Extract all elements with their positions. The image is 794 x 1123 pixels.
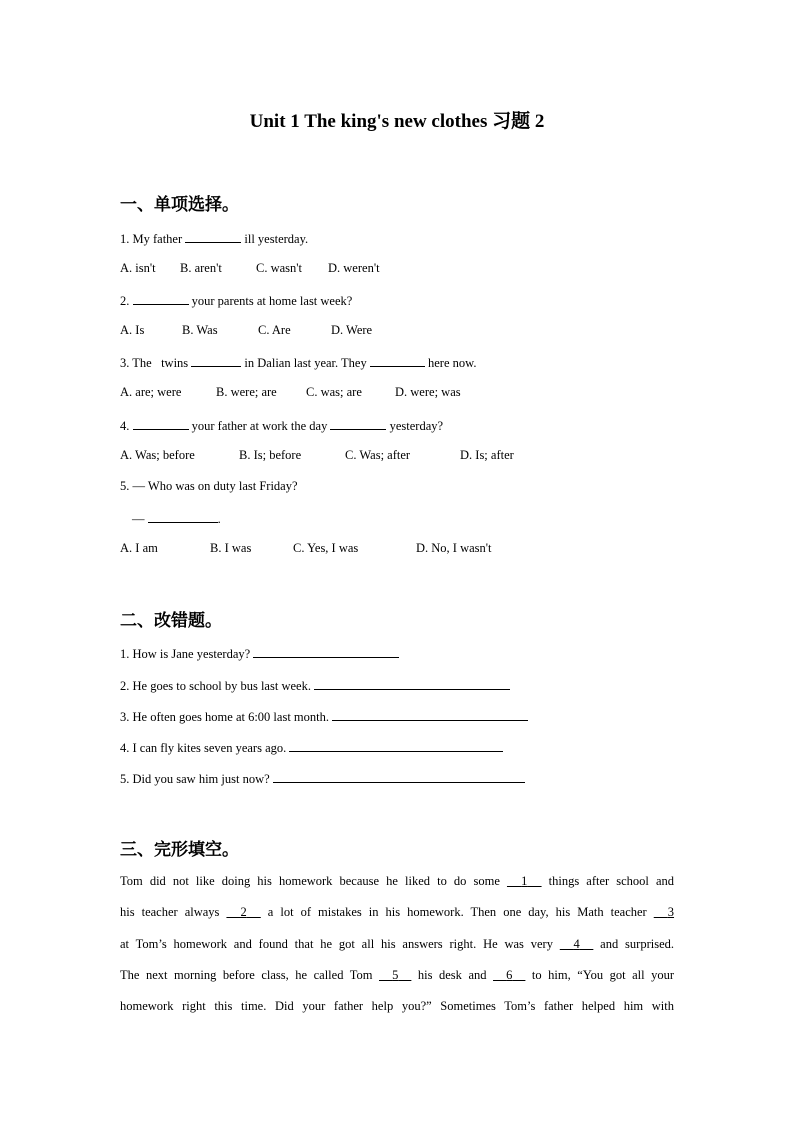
section-heading-cloze: 三、完形填空。 xyxy=(120,840,239,859)
question-text: ill yesterday. xyxy=(241,232,309,246)
cloze-text: to him, “You got all your xyxy=(525,968,675,982)
option[interactable]: C. wasn't xyxy=(256,261,303,275)
answer-blank[interactable] xyxy=(370,354,425,367)
question-5-response xyxy=(132,510,221,527)
option[interactable]: A. are; were xyxy=(120,385,182,399)
item-text: 4. I can fly kites seven years ago. xyxy=(120,741,290,755)
option[interactable]: B. Was xyxy=(182,323,218,337)
answer-blank[interactable] xyxy=(185,230,241,243)
blank-number: 5 xyxy=(392,968,399,982)
option[interactable]: B. were; are xyxy=(216,385,277,399)
blank-number: 2 xyxy=(240,905,247,919)
item-text: 3. He often goes home at 6:00 last month. xyxy=(120,710,333,724)
blank-number: 3 xyxy=(667,905,675,919)
option[interactable]: D. Were xyxy=(331,323,373,337)
option[interactable]: C. Yes, I was xyxy=(293,541,359,555)
option[interactable]: B. aren't xyxy=(180,261,222,275)
cloze-blank-number[interactable] xyxy=(379,968,411,982)
option[interactable]: C. Was; after xyxy=(345,448,411,462)
blank-number: 4 xyxy=(573,937,580,951)
answer-blank[interactable] xyxy=(133,417,189,430)
blank-number: 1 xyxy=(521,874,528,888)
option[interactable]: A. Is xyxy=(120,323,145,337)
question-text: 3. The twins xyxy=(120,356,192,370)
answer-line[interactable] xyxy=(253,645,399,658)
correction-item-5 xyxy=(120,770,525,787)
item-text: 5. Did you saw him just now? xyxy=(120,772,273,786)
answer-blank[interactable] xyxy=(191,354,241,367)
cloze-text: his desk and xyxy=(411,968,494,982)
option[interactable]: A. isn't xyxy=(120,261,156,275)
question-text: 4. xyxy=(120,419,133,433)
cloze-line-3 xyxy=(120,937,674,952)
item-text: 2. He goes to school by bus last week. xyxy=(120,679,315,693)
cloze-blank-number[interactable] xyxy=(507,874,542,888)
answer-line[interactable] xyxy=(273,770,525,783)
option[interactable]: B. Is; before xyxy=(239,448,302,462)
option[interactable]: A. Was; before xyxy=(120,448,195,462)
question-text: yesterday? xyxy=(386,419,444,433)
cloze-text: and surprised. xyxy=(593,937,674,951)
answer-line[interactable] xyxy=(332,708,528,721)
answer-line[interactable] xyxy=(314,677,510,690)
cloze-text: at Tom’s homework and found that he got all his answers right. He was very xyxy=(120,937,560,951)
question-2 xyxy=(120,292,352,309)
question-text: your parents at home last week? xyxy=(188,294,353,308)
question-text: in Dalian last year. They xyxy=(241,356,370,370)
correction-item-3 xyxy=(120,708,528,725)
cloze-blank-number[interactable] xyxy=(226,905,260,919)
cloze-line-4 xyxy=(120,968,674,983)
option[interactable]: C. was; are xyxy=(306,385,362,399)
option[interactable]: D. Is; after xyxy=(460,448,514,462)
option[interactable]: A. I am xyxy=(120,541,158,555)
option[interactable]: D. No, I wasn't xyxy=(416,541,492,555)
answer-blank[interactable] xyxy=(330,417,386,430)
option[interactable]: C. Are xyxy=(258,323,291,337)
cloze-blank-number[interactable] xyxy=(654,905,674,919)
blank-number: 6 xyxy=(506,968,513,982)
correction-item-4 xyxy=(120,739,503,756)
cloze-text: The next morning before class, he called Tom xyxy=(120,968,379,982)
cloze-text: things after school and xyxy=(541,874,675,888)
cloze-line-2 xyxy=(120,905,674,920)
question-3 xyxy=(120,354,476,371)
cloze-line-1 xyxy=(120,874,674,889)
question-text: 2. xyxy=(120,294,133,308)
cloze-text: homework right this time. Did your father help you?” Sometimes Tom’s father helped him with xyxy=(120,999,674,1013)
question-5: 5. — Who was on duty last Friday? xyxy=(120,479,298,493)
question-text: here now. xyxy=(424,356,477,370)
question-4 xyxy=(120,417,443,434)
cloze-blank-number[interactable] xyxy=(560,937,594,951)
section-heading-error-correction: 二、改错题。 xyxy=(120,611,222,630)
option[interactable]: D. were; was xyxy=(395,385,461,399)
option[interactable]: B. I was xyxy=(210,541,252,555)
item-text: 1. How is Jane yesterday? xyxy=(120,647,254,661)
page-title: Unit 1 The king's new clothes 习题 2 xyxy=(249,111,545,132)
cloze-blank-number[interactable] xyxy=(493,968,525,982)
answer-line[interactable] xyxy=(289,739,503,752)
correction-item-2 xyxy=(120,677,510,694)
question-1 xyxy=(120,230,308,247)
cloze-text: Tom did not like doing his homework because he liked to do some xyxy=(120,874,507,888)
cloze-text: a lot of mistakes in his homework. Then one day, his Math teacher xyxy=(260,905,654,919)
correction-item-1 xyxy=(120,645,399,662)
cloze-line-5 xyxy=(120,999,674,1014)
answer-blank[interactable] xyxy=(148,510,218,523)
question-text: . xyxy=(217,512,221,526)
question-text: — xyxy=(132,512,148,526)
cloze-text: his teacher always xyxy=(120,905,227,919)
section-heading-multiple-choice: 一、单项选择。 xyxy=(120,195,239,214)
question-text: 1. My father xyxy=(120,232,186,246)
question-text: your father at work the day xyxy=(188,419,331,433)
answer-blank[interactable] xyxy=(133,292,189,305)
option[interactable]: D. weren't xyxy=(328,261,380,275)
